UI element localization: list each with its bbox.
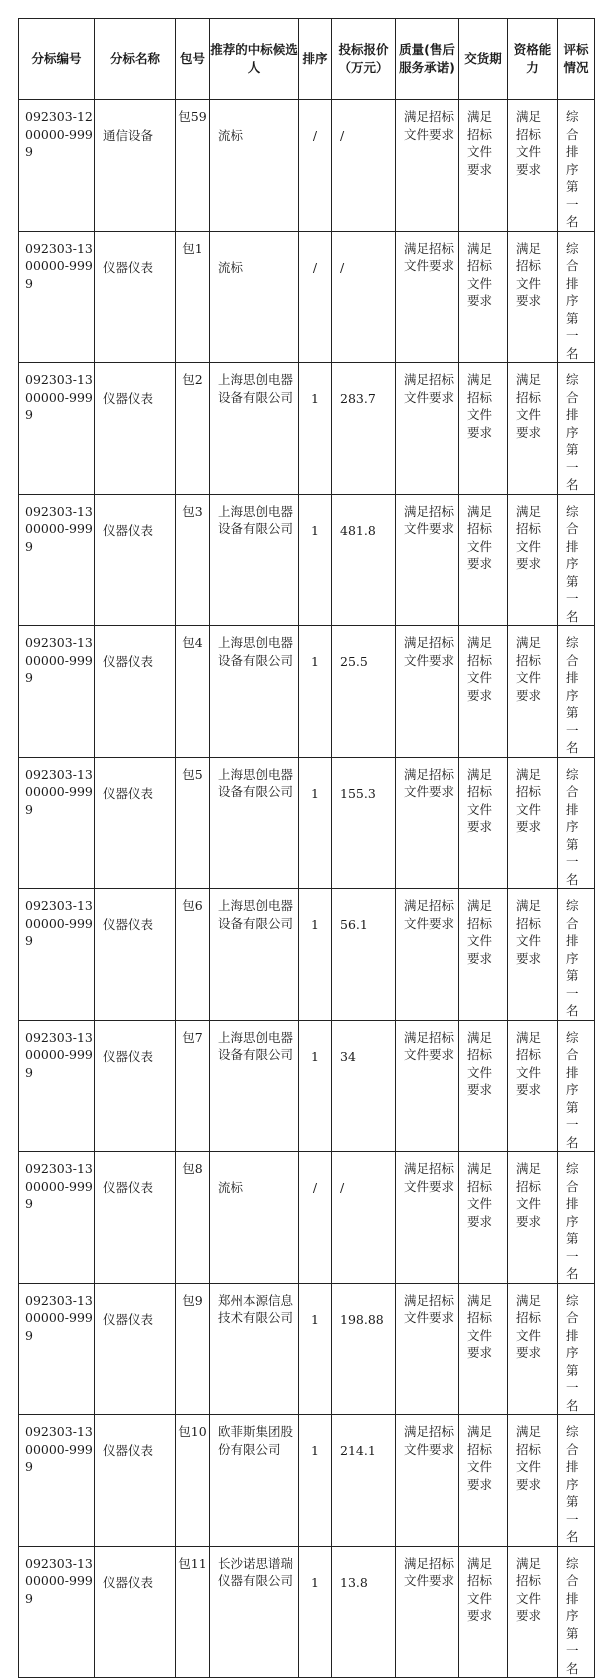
cell-delivery: 满足招标文件要求	[459, 231, 508, 363]
cell-name: 仪器仪表	[95, 626, 176, 758]
cell-code: 092303-1300000-9999	[19, 1546, 95, 1678]
cell-evaluation: 综合排序第一名	[558, 363, 595, 495]
cell-price: /	[332, 231, 396, 363]
table-row	[19, 626, 595, 758]
cell-evaluation: 综合排序第一名	[558, 231, 595, 363]
cell-rank: /	[299, 100, 332, 232]
table-body	[19, 100, 595, 1678]
cell-name: 仪器仪表	[95, 494, 176, 626]
cell-quality: 满足招标文件要求	[396, 889, 459, 1021]
cell-name: 仪器仪表	[95, 889, 176, 1021]
table-row	[19, 100, 595, 232]
cell-name: 仪器仪表	[95, 1546, 176, 1678]
cell-package: 包11	[176, 1546, 210, 1678]
cell-code: 092303-1300000-9999	[19, 626, 95, 758]
cell-name: 通信设备	[95, 100, 176, 232]
cell-price: 13.8	[332, 1546, 396, 1678]
cell-ability: 满足招标文件要求	[508, 757, 558, 889]
cell-evaluation: 综合排序第一名	[558, 626, 595, 758]
cell-rank: 1	[299, 494, 332, 626]
cell-package: 包3	[176, 494, 210, 626]
table-row	[19, 363, 595, 495]
header-evaluation: 评标情况	[558, 19, 595, 100]
cell-price: 283.7	[332, 363, 396, 495]
table-row	[19, 1283, 595, 1415]
cell-candidate: 上海思创电器设备有限公司	[210, 494, 299, 626]
cell-package: 包10	[176, 1415, 210, 1547]
cell-ability: 满足招标文件要求	[508, 494, 558, 626]
cell-name: 仪器仪表	[95, 1415, 176, 1547]
cell-delivery: 满足招标文件要求	[459, 1020, 508, 1152]
cell-quality: 满足招标文件要求	[396, 1152, 459, 1284]
cell-rank: 1	[299, 363, 332, 495]
cell-package: 包5	[176, 757, 210, 889]
cell-delivery: 满足招标文件要求	[459, 757, 508, 889]
cell-rank: 1	[299, 1283, 332, 1415]
cell-ability: 满足招标文件要求	[508, 1546, 558, 1678]
cell-quality: 满足招标文件要求	[396, 100, 459, 232]
table-row	[19, 757, 595, 889]
cell-name: 仪器仪表	[95, 1283, 176, 1415]
header-candidate: 推荐的中标候选人	[210, 19, 299, 100]
cell-package: 包59	[176, 100, 210, 232]
cell-delivery: 满足招标文件要求	[459, 363, 508, 495]
cell-candidate: 流标	[210, 100, 299, 232]
cell-price: /	[332, 1152, 396, 1284]
cell-package: 包4	[176, 626, 210, 758]
cell-ability: 满足招标文件要求	[508, 231, 558, 363]
cell-ability: 满足招标文件要求	[508, 626, 558, 758]
cell-candidate: 上海思创电器设备有限公司	[210, 363, 299, 495]
header-quality: 质量(售后服务承诺)	[396, 19, 459, 100]
cell-quality: 满足招标文件要求	[396, 1546, 459, 1678]
table-row	[19, 494, 595, 626]
cell-quality: 满足招标文件要求	[396, 1415, 459, 1547]
cell-package: 包7	[176, 1020, 210, 1152]
cell-quality: 满足招标文件要求	[396, 626, 459, 758]
cell-price: 25.5	[332, 626, 396, 758]
cell-rank: 1	[299, 757, 332, 889]
cell-evaluation: 综合排序第一名	[558, 1020, 595, 1152]
cell-delivery: 满足招标文件要求	[459, 1546, 508, 1678]
cell-ability: 满足招标文件要求	[508, 1020, 558, 1152]
cell-delivery: 满足招标文件要求	[459, 889, 508, 1021]
cell-ability: 满足招标文件要求	[508, 1152, 558, 1284]
header-delivery: 交货期	[459, 19, 508, 100]
cell-candidate: 上海思创电器设备有限公司	[210, 626, 299, 758]
cell-price: 155.3	[332, 757, 396, 889]
cell-rank: 1	[299, 1546, 332, 1678]
cell-code: 092303-1300000-9999	[19, 363, 95, 495]
header-price: 投标报价（万元）	[332, 19, 396, 100]
cell-evaluation: 综合排序第一名	[558, 889, 595, 1021]
header-name: 分标名称	[95, 19, 176, 100]
table-row	[19, 1546, 595, 1678]
cell-candidate: 上海思创电器设备有限公司	[210, 757, 299, 889]
cell-package: 包8	[176, 1152, 210, 1284]
cell-delivery: 满足招标文件要求	[459, 100, 508, 232]
cell-rank: /	[299, 1152, 332, 1284]
cell-code: 092303-1300000-9999	[19, 1152, 95, 1284]
table-row	[19, 1020, 595, 1152]
header-package: 包号	[176, 19, 210, 100]
cell-name: 仪器仪表	[95, 1020, 176, 1152]
cell-name: 仪器仪表	[95, 1152, 176, 1284]
cell-delivery: 满足招标文件要求	[459, 1415, 508, 1547]
cell-delivery: 满足招标文件要求	[459, 1152, 508, 1284]
cell-package: 包1	[176, 231, 210, 363]
cell-candidate: 欧菲斯集团股份有限公司	[210, 1415, 299, 1547]
cell-candidate: 流标	[210, 1152, 299, 1284]
cell-price: 56.1	[332, 889, 396, 1021]
cell-code: 092303-1300000-9999	[19, 757, 95, 889]
cell-code: 092303-1300000-9999	[19, 1415, 95, 1547]
cell-evaluation: 综合排序第一名	[558, 100, 595, 232]
cell-candidate: 郑州本源信息技术有限公司	[210, 1283, 299, 1415]
cell-quality: 满足招标文件要求	[396, 363, 459, 495]
cell-candidate: 流标	[210, 231, 299, 363]
cell-delivery: 满足招标文件要求	[459, 1283, 508, 1415]
cell-package: 包9	[176, 1283, 210, 1415]
cell-candidate: 长沙诺思谱瑞仪器有限公司	[210, 1546, 299, 1678]
cell-quality: 满足招标文件要求	[396, 494, 459, 626]
cell-evaluation: 综合排序第一名	[558, 1546, 595, 1678]
cell-quality: 满足招标文件要求	[396, 1283, 459, 1415]
cell-code: 092303-1200000-9999	[19, 100, 95, 232]
cell-rank: 1	[299, 626, 332, 758]
cell-name: 仪器仪表	[95, 231, 176, 363]
cell-evaluation: 综合排序第一名	[558, 757, 595, 889]
cell-code: 092303-1300000-9999	[19, 1020, 95, 1152]
cell-ability: 满足招标文件要求	[508, 100, 558, 232]
table-row	[19, 1415, 595, 1547]
cell-rank: /	[299, 231, 332, 363]
header-row	[19, 19, 595, 100]
cell-code: 092303-1300000-9999	[19, 889, 95, 1021]
cell-quality: 满足招标文件要求	[396, 231, 459, 363]
cell-evaluation: 综合排序第一名	[558, 1283, 595, 1415]
cell-rank: 1	[299, 889, 332, 1021]
cell-code: 092303-1300000-9999	[19, 494, 95, 626]
cell-ability: 满足招标文件要求	[508, 1283, 558, 1415]
cell-quality: 满足招标文件要求	[396, 757, 459, 889]
cell-price: 481.8	[332, 494, 396, 626]
cell-rank: 1	[299, 1020, 332, 1152]
cell-code: 092303-1300000-9999	[19, 231, 95, 363]
cell-code: 092303-1300000-9999	[19, 1283, 95, 1415]
cell-ability: 满足招标文件要求	[508, 363, 558, 495]
cell-name: 仪器仪表	[95, 363, 176, 495]
table-row	[19, 889, 595, 1021]
header-code: 分标编号	[19, 19, 95, 100]
cell-candidate: 上海思创电器设备有限公司	[210, 1020, 299, 1152]
cell-ability: 满足招标文件要求	[508, 1415, 558, 1547]
cell-evaluation: 综合排序第一名	[558, 1415, 595, 1547]
table-row	[19, 1152, 595, 1284]
cell-package: 包2	[176, 363, 210, 495]
cell-price: 214.1	[332, 1415, 396, 1547]
bid-results-table	[18, 18, 595, 1678]
cell-delivery: 满足招标文件要求	[459, 626, 508, 758]
cell-price: 198.88	[332, 1283, 396, 1415]
cell-evaluation: 综合排序第一名	[558, 1152, 595, 1284]
cell-evaluation: 综合排序第一名	[558, 494, 595, 626]
cell-package: 包6	[176, 889, 210, 1021]
cell-rank: 1	[299, 1415, 332, 1547]
header-ability: 资格能力	[508, 19, 558, 100]
cell-price: 34	[332, 1020, 396, 1152]
cell-name: 仪器仪表	[95, 757, 176, 889]
cell-candidate: 上海思创电器设备有限公司	[210, 889, 299, 1021]
cell-delivery: 满足招标文件要求	[459, 494, 508, 626]
table-row	[19, 231, 595, 363]
cell-price: /	[332, 100, 396, 232]
header-rank: 排序	[299, 19, 332, 100]
cell-quality: 满足招标文件要求	[396, 1020, 459, 1152]
cell-ability: 满足招标文件要求	[508, 889, 558, 1021]
